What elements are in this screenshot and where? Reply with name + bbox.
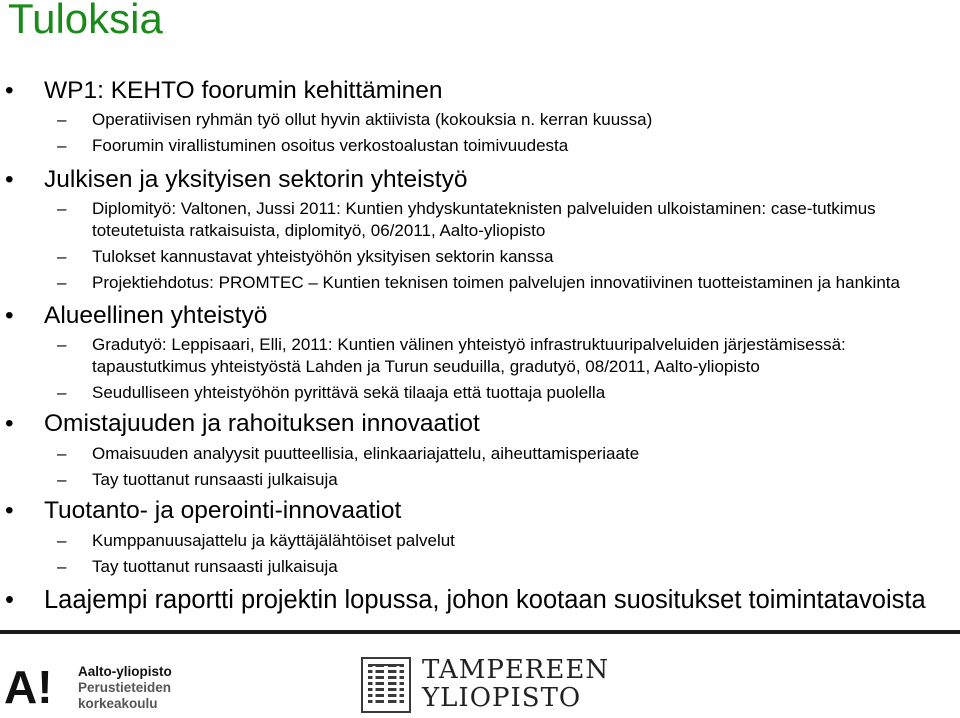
- bullet-item-production: [5, 497, 402, 525]
- sub-item-text: Seudulliseen yhteistyöhön pyrittävä sekä tilaaja että tuottaja puolella: [92, 383, 606, 402]
- aalto-logo-text: [78, 664, 172, 712]
- sub-item: [57, 382, 606, 404]
- sub-item: [57, 530, 455, 552]
- bullet-text: Omistajuuden ja rahoituksen innovaatiot: [44, 410, 480, 437]
- sub-item-text: Projektiehdotus: PROMTEC – Kuntien teknisen toimen palvelujen innovatiivinen tuotteistaminen ja hankinta: [92, 273, 900, 292]
- bullet-item-ownership: [5, 410, 480, 438]
- dash-icon: –: [57, 110, 67, 129]
- dash-icon: –: [57, 383, 67, 402]
- bullet-icon: •: [5, 166, 14, 193]
- tampere-line2: YLIOPISTO: [422, 683, 582, 713]
- bullet-icon: •: [5, 586, 14, 614]
- dash-icon: –: [57, 557, 67, 576]
- slide-title: Tuloksia: [8, 0, 163, 42]
- dash-icon: –: [57, 136, 67, 155]
- sub-item: [57, 469, 338, 491]
- sub-item: [57, 246, 554, 268]
- sub-item-text: Kumppanuusajattelu ja käyttäjälähtöiset palvelut: [92, 531, 455, 550]
- aalto-name: Aalto-yliopisto: [78, 664, 172, 679]
- bullet-text: Julkisen ja yksityisen sektorin yhteistyö: [44, 166, 468, 193]
- bullet-icon: •: [5, 410, 14, 437]
- tampere-emblem-icon: [360, 656, 412, 714]
- aalto-school-line2: korkeakoulu: [78, 696, 158, 711]
- sub-item: [57, 198, 876, 242]
- bullet-text: Alueellinen yhteistyö: [44, 302, 268, 329]
- sub-item-text-continued: toteutetuista ratkaisuista, diplomityö, 06/2011, Aalto-yliopisto: [92, 221, 546, 240]
- sub-item-text-continued: tapaustutkimus yhteistyöstä Lahden ja Turun seuduilla, gradutyö, 08/2011, Aalto-yliopisto: [92, 357, 760, 376]
- tampere-logo-text: [422, 656, 609, 712]
- bullet-item-wp1: [5, 77, 443, 105]
- bullet-text: Laajempi raportti projektin lopussa, johon kootaan suositukset toimintatavoista: [44, 586, 926, 614]
- tampere-line1: TAMPEREEN: [422, 655, 610, 685]
- bullet-item-public-private: [5, 166, 468, 194]
- dash-icon: –: [57, 470, 67, 489]
- aalto-mark-icon: A!: [4, 661, 53, 713]
- sub-item-text: Tulokset kannustavat yhteistyöhön yksityisen sektorin kanssa: [92, 247, 554, 266]
- dash-icon: –: [57, 273, 67, 292]
- sub-item: [57, 272, 900, 294]
- dash-icon: –: [57, 199, 67, 218]
- sub-item-text: Operatiivisen ryhmän työ ollut hyvin aktiivista (kokouksia n. kerran kuussa): [92, 110, 653, 129]
- aalto-school-line1: Perustieteiden: [78, 680, 172, 695]
- sub-item: [57, 443, 640, 465]
- sub-item-text: Omaisuuden analyysit puutteellisia, elinkaariajattelu, aiheuttamisperiaate: [92, 444, 640, 463]
- bullet-icon: •: [5, 497, 14, 524]
- bullet-text: Tuotanto- ja operointi-innovaatiot: [44, 497, 402, 524]
- bullet-icon: •: [5, 77, 14, 104]
- sub-item: [57, 334, 846, 378]
- dash-icon: –: [57, 335, 67, 354]
- bullet-item-report: [5, 586, 926, 614]
- bullet-text: WP1: KEHTO foorumin kehittäminen: [44, 77, 443, 104]
- sub-item-text: Diplomityö: Valtonen, Jussi 2011: Kuntien yhdyskuntateknisten palveluiden ulkoistaminen: case-tutkimus: [92, 199, 876, 218]
- dash-icon: –: [57, 247, 67, 266]
- sub-item: [57, 109, 653, 131]
- bullet-item-regional: [5, 302, 268, 330]
- sub-item-text: Foorumin virallistuminen osoitus verkostoalustan toimivuudesta: [92, 136, 569, 155]
- sub-item-text: Gradutyö: Leppisaari, Elli, 2011: Kuntien välinen yhteistyö infrastruktuuripalveluiden järjestämisessä:: [92, 335, 846, 354]
- footer-divider: [0, 630, 960, 634]
- tampere-logo: [360, 655, 610, 714]
- sub-item: [57, 135, 569, 157]
- aalto-logo: [4, 661, 204, 714]
- sub-item-text: Tay tuottanut runsaasti julkaisuja: [92, 470, 338, 489]
- dash-icon: –: [57, 444, 67, 463]
- sub-item-text: Tay tuottanut runsaasti julkaisuja: [92, 557, 338, 576]
- bullet-icon: •: [5, 302, 14, 329]
- sub-item: [57, 556, 338, 578]
- dash-icon: –: [57, 531, 67, 550]
